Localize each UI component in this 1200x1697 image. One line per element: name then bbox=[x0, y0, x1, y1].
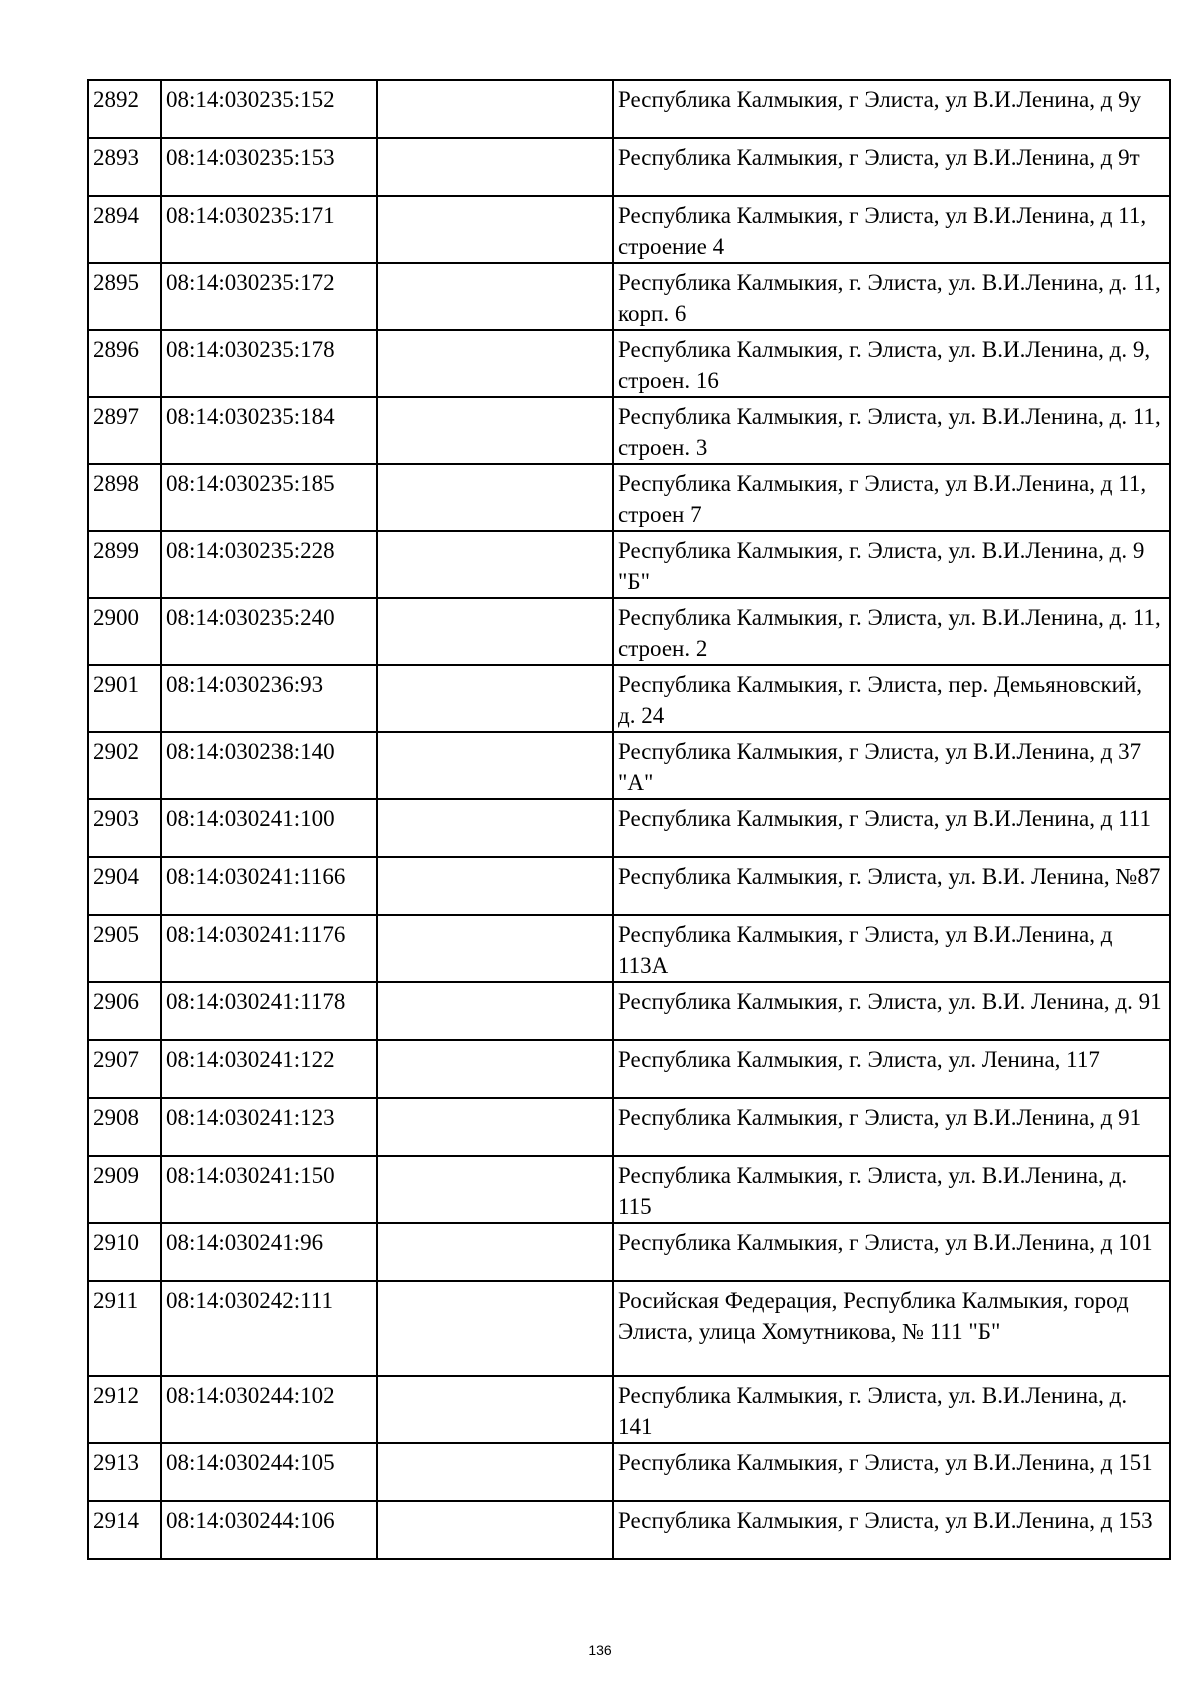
table-row bbox=[88, 1040, 1170, 1098]
row-number-cell: 2898 bbox=[88, 464, 161, 531]
cadastral-number-cell: 08:14:030235:152 bbox=[161, 80, 377, 138]
address-cell: Республика Калмыкия, г Элиста, ул В.И.Ленина, д 153 bbox=[613, 1501, 1170, 1559]
address-cell: Республика Калмыкия, г Элиста, ул В.И.Ленина, д 9у bbox=[613, 80, 1170, 138]
table-row bbox=[88, 138, 1170, 196]
row-number-cell: 2912 bbox=[88, 1376, 161, 1443]
empty-cell bbox=[377, 263, 613, 330]
empty-cell bbox=[377, 1443, 613, 1501]
empty-cell bbox=[377, 531, 613, 598]
cadastral-number-cell: 08:14:030235:153 bbox=[161, 138, 377, 196]
table-row bbox=[88, 598, 1170, 665]
table-row bbox=[88, 1443, 1170, 1501]
cadastral-number-cell: 08:14:030235:171 bbox=[161, 196, 377, 263]
cadastral-number-cell: 08:14:030241:1176 bbox=[161, 915, 377, 982]
address-cell: Республика Калмыкия, г Элиста, ул В.И.Ленина, д 151 bbox=[613, 1443, 1170, 1501]
property-registry-table bbox=[87, 79, 1171, 1560]
table-row bbox=[88, 80, 1170, 138]
empty-cell bbox=[377, 196, 613, 263]
row-number-cell: 2902 bbox=[88, 732, 161, 799]
table-row bbox=[88, 1376, 1170, 1443]
row-number-cell: 2893 bbox=[88, 138, 161, 196]
cadastral-number-cell: 08:14:030242:111 bbox=[161, 1281, 377, 1376]
address-cell: Республика Калмыкия, г. Элиста, ул. В.И.Ленина, д. 9 "Б" bbox=[613, 531, 1170, 598]
row-number-cell: 2897 bbox=[88, 397, 161, 464]
row-number-cell: 2900 bbox=[88, 598, 161, 665]
table-row bbox=[88, 1156, 1170, 1223]
table-row bbox=[88, 263, 1170, 330]
row-number-cell: 2894 bbox=[88, 196, 161, 263]
table-row bbox=[88, 330, 1170, 397]
row-number-cell: 2904 bbox=[88, 857, 161, 915]
row-number-cell: 2909 bbox=[88, 1156, 161, 1223]
table-row bbox=[88, 732, 1170, 799]
cadastral-number-cell: 08:14:030235:228 bbox=[161, 531, 377, 598]
cadastral-number-cell: 08:14:030244:102 bbox=[161, 1376, 377, 1443]
cadastral-number-cell: 08:14:030235:178 bbox=[161, 330, 377, 397]
empty-cell bbox=[377, 1223, 613, 1281]
cadastral-number-cell: 08:14:030244:106 bbox=[161, 1501, 377, 1559]
empty-cell bbox=[377, 598, 613, 665]
table-row bbox=[88, 915, 1170, 982]
cadastral-number-cell: 08:14:030236:93 bbox=[161, 665, 377, 732]
row-number-cell: 2907 bbox=[88, 1040, 161, 1098]
table-row bbox=[88, 196, 1170, 263]
empty-cell bbox=[377, 915, 613, 982]
row-number-cell: 2903 bbox=[88, 799, 161, 857]
address-cell: Республика Калмыкия, г. Элиста, ул. В.И.Ленина, д. 11, строен. 3 bbox=[613, 397, 1170, 464]
empty-cell bbox=[377, 330, 613, 397]
row-number-cell: 2910 bbox=[88, 1223, 161, 1281]
empty-cell bbox=[377, 80, 613, 138]
address-cell: Республика Калмыкия, г Элиста, ул В.И.Ленина, д 91 bbox=[613, 1098, 1170, 1156]
table-row bbox=[88, 665, 1170, 732]
table-row bbox=[88, 799, 1170, 857]
cadastral-number-cell: 08:14:030241:100 bbox=[161, 799, 377, 857]
row-number-cell: 2901 bbox=[88, 665, 161, 732]
address-cell: Республика Калмыкия, г. Элиста, ул. В.И.Ленина, д. 11, корп. 6 bbox=[613, 263, 1170, 330]
table-row bbox=[88, 1098, 1170, 1156]
empty-cell bbox=[377, 1156, 613, 1223]
row-number-cell: 2905 bbox=[88, 915, 161, 982]
empty-cell bbox=[377, 1098, 613, 1156]
table-row bbox=[88, 857, 1170, 915]
empty-cell bbox=[377, 732, 613, 799]
empty-cell bbox=[377, 1281, 613, 1376]
address-cell: Республика Калмыкия, г. Элиста, ул. В.И.Ленина, д. 11, строен. 2 bbox=[613, 598, 1170, 665]
table-row bbox=[88, 1281, 1170, 1376]
row-number-cell: 2906 bbox=[88, 982, 161, 1040]
table-row bbox=[88, 982, 1170, 1040]
empty-cell bbox=[377, 857, 613, 915]
cadastral-number-cell: 08:14:030241:123 bbox=[161, 1098, 377, 1156]
address-cell: Республика Калмыкия, г. Элиста, ул. В.И. Ленина, д. 91 bbox=[613, 982, 1170, 1040]
table-row bbox=[88, 1223, 1170, 1281]
cadastral-number-cell: 08:14:030241:96 bbox=[161, 1223, 377, 1281]
address-cell: Республика Калмыкия, г Элиста, ул В.И.Ленина, д 11, строен 7 bbox=[613, 464, 1170, 531]
address-cell: Республика Калмыкия, г. Элиста, ул. В.И. Ленина, №87 bbox=[613, 857, 1170, 915]
address-cell: Республика Калмыкия, г. Элиста, пер. Демьяновский, д. 24 bbox=[613, 665, 1170, 732]
address-cell: Республика Калмыкия, г Элиста, ул В.И.Ленина, д 37 "А" bbox=[613, 732, 1170, 799]
cadastral-number-cell: 08:14:030241:1178 bbox=[161, 982, 377, 1040]
cadastral-number-cell: 08:14:030241:122 bbox=[161, 1040, 377, 1098]
cadastral-number-cell: 08:14:030235:184 bbox=[161, 397, 377, 464]
cadastral-number-cell: 08:14:030235:172 bbox=[161, 263, 377, 330]
cadastral-number-cell: 08:14:030235:240 bbox=[161, 598, 377, 665]
address-cell: Республика Калмыкия, г Элиста, ул В.И.Ленина, д 113А bbox=[613, 915, 1170, 982]
row-number-cell: 2896 bbox=[88, 330, 161, 397]
cadastral-number-cell: 08:14:030241:1166 bbox=[161, 857, 377, 915]
address-cell: Республика Калмыкия, г Элиста, ул В.И.Ленина, д 11, строение 4 bbox=[613, 196, 1170, 263]
empty-cell bbox=[377, 1376, 613, 1443]
cadastral-number-cell: 08:14:030238:140 bbox=[161, 732, 377, 799]
empty-cell bbox=[377, 982, 613, 1040]
table-row bbox=[88, 397, 1170, 464]
row-number-cell: 2892 bbox=[88, 80, 161, 138]
table-row bbox=[88, 1501, 1170, 1559]
row-number-cell: 2899 bbox=[88, 531, 161, 598]
empty-cell bbox=[377, 665, 613, 732]
empty-cell bbox=[377, 799, 613, 857]
cadastral-number-cell: 08:14:030235:185 bbox=[161, 464, 377, 531]
address-cell: Республика Калмыкия, г. Элиста, ул. Ленина, 117 bbox=[613, 1040, 1170, 1098]
address-cell: Республика Калмыкия, г Элиста, ул В.И.Ленина, д 111 bbox=[613, 799, 1170, 857]
empty-cell bbox=[377, 397, 613, 464]
empty-cell bbox=[377, 464, 613, 531]
table-row bbox=[88, 531, 1170, 598]
address-cell: Росийская Федерация, Республика Калмыкия, город Элиста, улица Хомутникова, № 111 "Б" bbox=[613, 1281, 1170, 1376]
empty-cell bbox=[377, 1040, 613, 1098]
address-cell: Республика Калмыкия, г. Элиста, ул. В.И.Ленина, д. 115 bbox=[613, 1156, 1170, 1223]
row-number-cell: 2913 bbox=[88, 1443, 161, 1501]
cadastral-number-cell: 08:14:030241:150 bbox=[161, 1156, 377, 1223]
address-cell: Республика Калмыкия, г Элиста, ул В.И.Ленина, д 101 bbox=[613, 1223, 1170, 1281]
cadastral-number-cell: 08:14:030244:105 bbox=[161, 1443, 377, 1501]
empty-cell bbox=[377, 1501, 613, 1559]
page-number: 136 bbox=[588, 1642, 612, 1658]
row-number-cell: 2908 bbox=[88, 1098, 161, 1156]
row-number-cell: 2911 bbox=[88, 1281, 161, 1376]
address-cell: Республика Калмыкия, г. Элиста, ул. В.И.Ленина, д. 9, строен. 16 bbox=[613, 330, 1170, 397]
table-row bbox=[88, 464, 1170, 531]
row-number-cell: 2914 bbox=[88, 1501, 161, 1559]
row-number-cell: 2895 bbox=[88, 263, 161, 330]
empty-cell bbox=[377, 138, 613, 196]
address-cell: Республика Калмыкия, г Элиста, ул В.И.Ленина, д 9т bbox=[613, 138, 1170, 196]
address-cell: Республика Калмыкия, г. Элиста, ул. В.И.Ленина, д. 141 bbox=[613, 1376, 1170, 1443]
